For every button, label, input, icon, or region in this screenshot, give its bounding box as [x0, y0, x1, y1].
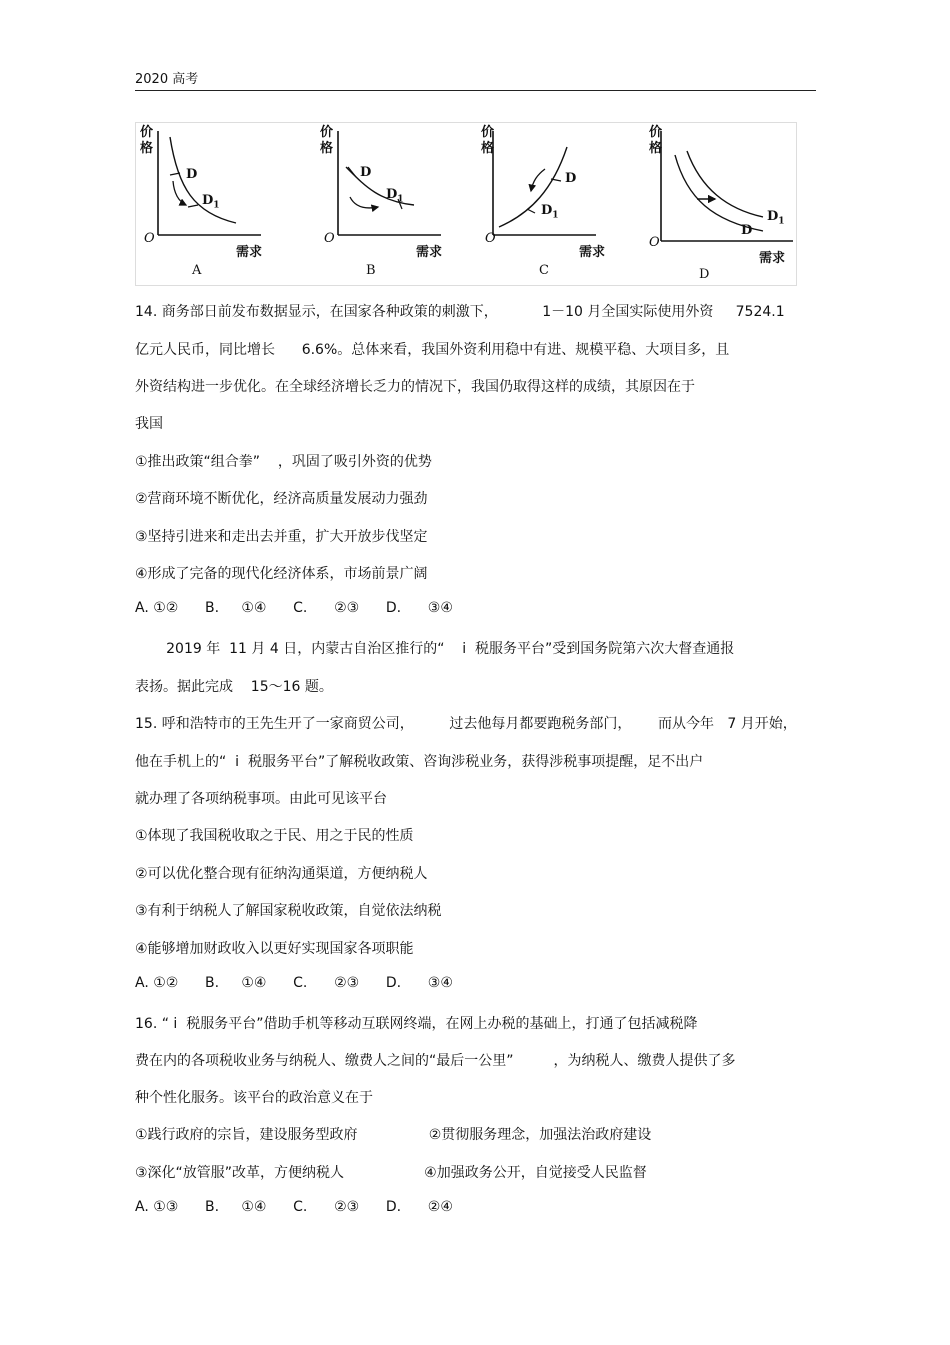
panel-c-y-label: 价格 — [481, 125, 495, 156]
panel-d-x-label: 需求 — [759, 251, 786, 266]
panel-a-curve-d1: $D_1$ — [202, 193, 220, 211]
panel-b-curve-d1: $D_1$ — [386, 187, 404, 205]
q15-option-2: ②可以优化整合现有征纳沟通渠道，方便纳税人 — [135, 866, 428, 882]
figure-panel-b — [316, 123, 481, 285]
figure-panel-d — [631, 123, 796, 285]
q16-options-row-1: ①践行政府的宗旨，建设服务型政府 ②贯彻服务理念，加强法治政府建设 — [135, 1127, 652, 1143]
panel-a-curve-d: D — [186, 167, 198, 182]
intro-line-1: 2019 年 11 月 4 日，内蒙古自治区推行的“ i 税服务平台”受到国务院第六次大督查通报 — [135, 641, 735, 657]
demand-curve-figures — [135, 122, 797, 286]
q16-stem-line-1: 16. “ i 税服务平台”借助手机等移动互联网终端，在网上办税的基础上，打通了包括减税降 — [135, 1016, 698, 1032]
panel-b-origin: O — [324, 231, 335, 246]
panel-a-x-label: 需求 — [236, 245, 263, 260]
page-header: 2020 高考 — [135, 72, 199, 87]
panel-b-x-label: 需求 — [416, 245, 443, 260]
q15-option-3: ③有利于纳税人了解国家税收政策，自觉依法纳税 — [135, 903, 442, 919]
q16-stem-line-3: 种个性化服务。该平台的政治意义在于 — [135, 1090, 373, 1106]
q14-stem-line-3: 外资结构进一步优化。在全球经济增长乏力的情况下，我国仍取得这样的成绩，其原因在于 — [135, 379, 695, 395]
panel-b-caption: B — [366, 263, 376, 278]
panel-a-y-label: 价格 — [140, 125, 154, 156]
panel-a-caption: A — [192, 263, 202, 278]
q15-option-1: ①体现了我国税收取之于民、用之于民的性质 — [135, 828, 414, 844]
panel-b-curve-d: D — [360, 165, 372, 180]
q15-option-4: ④能够增加财政收入以更好实现国家各项职能 — [135, 941, 414, 957]
panel-c-curve-d: D — [565, 171, 577, 186]
q16-choices: A. ①③ B. ①④ C. ②③ D. ②④ — [135, 1199, 453, 1215]
header-rule — [135, 90, 816, 91]
q16-options-row-2: ③深化“放管服”改革，方便纳税人 ④加强政务公开，自觉接受人民监督 — [135, 1165, 647, 1181]
panel-d-curve-d: D — [741, 223, 753, 238]
figure-panel-a — [136, 123, 301, 285]
q16-stem-line-2: 费在内的各项税收业务与纳税人、缴费人之间的“最后一公里” ，为纳税人、缴费人提供了多 — [135, 1053, 736, 1069]
panel-c-origin: O — [485, 231, 496, 246]
panel-d-origin: O — [649, 235, 660, 250]
q15-stem-line-2: 他在手机上的“ i 税服务平台”了解税收政策、咨询涉税业务，获得涉税事项提醒，足不出户 — [135, 754, 704, 770]
panel-b-y-label: 价格 — [320, 125, 334, 156]
intro-line-2: 表扬。据此完成 15～16 题。 — [135, 679, 333, 695]
panel-d-curve-d1: $D_1$ — [767, 209, 785, 227]
q15-stem-line-3: 就办理了各项纳税事项。由此可见该平台 — [135, 791, 387, 807]
q14-option-1: ①推出政策“组合拳” ，巩固了吸引外资的优势 — [135, 454, 432, 470]
q14-option-2: ②营商环境不断优化，经济高质量发展动力强劲 — [135, 491, 428, 507]
q14-choices: A. ①② B. ①④ C. ②③ D. ③④ — [135, 600, 453, 616]
q15-choices: A. ①② B. ①④ C. ②③ D. ③④ — [135, 975, 453, 991]
panel-d-y-label: 价格 — [649, 125, 663, 156]
q14-option-3: ③坚持引进来和走出去并重，扩大开放步伐坚定 — [135, 529, 428, 545]
q14-option-4: ④形成了完备的现代化经济体系，市场前景广阔 — [135, 566, 428, 582]
panel-a-origin: O — [144, 231, 155, 246]
q14-stem-line-4: 我国 — [135, 416, 163, 432]
q14-stem-line-1: 14. 商务部日前发布数据显示，在国家各种政策的刺激下， 1－10 月全国实际使用外资 7524.1 — [135, 304, 785, 320]
figure-panel-c — [471, 123, 636, 285]
q15-stem-line-1: 15. 呼和浩特市的王先生开了一家商贸公司， 过去他每月都要跑税务部门， 而从今年 7 月开始， — [135, 716, 797, 732]
panel-d-caption: D — [699, 267, 710, 282]
panel-c-curve-d1: $D_1$ — [541, 203, 559, 221]
q14-stem-line-2: 亿元人民币，同比增长 6.6%。总体来看，我国外资利用稳中有进、规模平稳、大项目多，且 — [135, 342, 730, 358]
panel-c-x-label: 需求 — [579, 245, 606, 260]
panel-c-caption: C — [539, 263, 549, 278]
